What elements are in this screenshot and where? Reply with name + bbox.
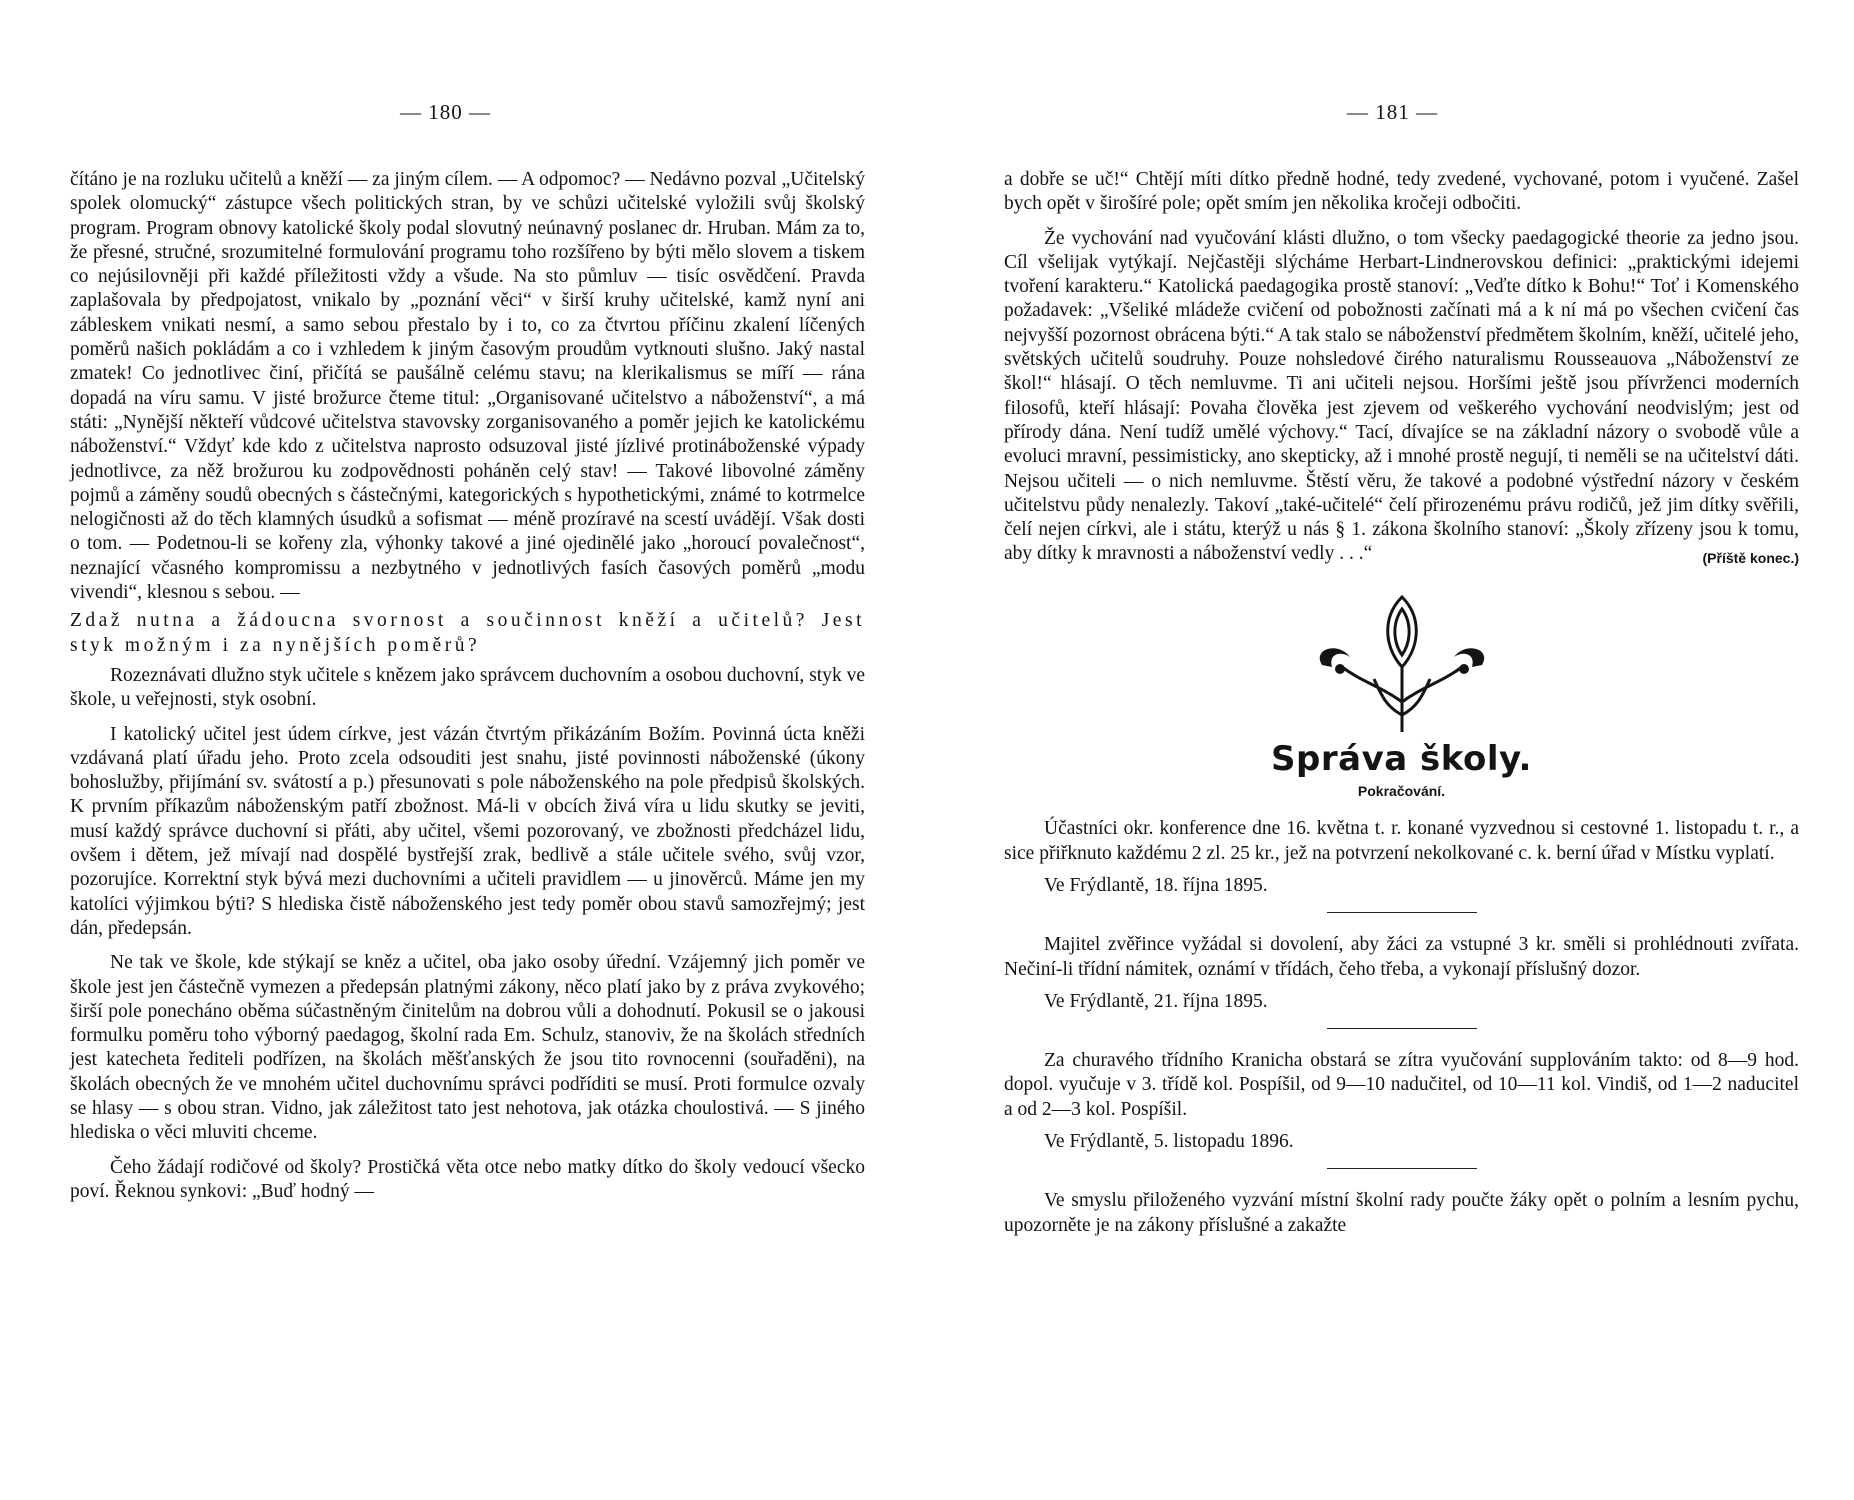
divider	[1327, 1028, 1477, 1029]
left-paragraph-5: Čeho žádají rodičové od školy? Prostičká věta otce nebo matky dítko do školy vedoucí všecko poví. Řeknou synkovi: „Buď hodný —	[70, 1156, 865, 1202]
notice-2: Majitel zvěřince vyžádal si dovolení, aby žáci za vstupné 3 kr. směli si prohlédnouti zvířata. Nečiní-li třídní námitek, oznámí v třídách, čeho třeba, a vykonají příslušný dozor.	[1004, 934, 1799, 980]
divider	[1327, 912, 1477, 913]
page-number-right: — 181 —	[1347, 100, 1438, 124]
left-paragraph-1: čítáno je na rozluku učitelů a kněží — za jiným cílem. — A odpomoc? — Nedávno pozval „Učitelský spolek olomucký“ zástupce všech politických stran, by ve schůzi učitelské vyložili svůj školský program. Program obnovy katolické školy podal slovutný neúnavný poslanec dr. Hruban. Mám za to, že přesné, stručné, srozumitelné formulování programu toho rozšířeno by býti mělo slovem a tiskem co nejúsilovněji při každé příležitosti vždy a všude. Na sto půmluv — tisíc osvědčení. Pravda zaplašovala by předpojatost, vnikalo by „poznání věci“ v širší kruhy učitelské, kamž nyní ani zábleskem vnikati nesmí, a samo sebou přestalo by i to, co za čtvrtou příčinu zkalení líčených poměrů našich pokládám a co i vzhledem k jiným časovým proudům vytknouti slušno. Jaký nastal zmatek! Co jednotlivec činí, přičítá se paušálně celému stavu; na klerikalismus se míří — rána dopadá na víru samu. V jisté brožurce čteme titul: „Organisované učitelstvo a náboženství“, a má státi: „Nynější někteří vůdcové učitelstva stavovsky zorganisovaného a poměr jejich ke katolickému náboženství.“ Vždyť kde kdo z učitelstva naprosto odsuzoval jisté jízlivé protináboženské výpady jednotlivce, za něž brožurou ku zodpovědnosti poháněn celý stav! — Takové libovolné záměny pojmů a záměny soudů obecných s částečnými, kategorických s hypothetickými, známé to kotrmelce nelogičnosti až do těch klamných úsudků a sofismat — méně prozíravé na scestí uvádějí. Však dosti o tom. — Podetnou-li se kořeny zla, výhonky takové a jiné ojedinělé jako „horoucí povalečnost“, neznající včasného kompromissu a nezbytného v jednotlivých fasích časových poměrů „modu vivendi“, klesnou s sebou. —	[70, 169, 865, 604]
section-subtitle: Pokračování.	[1357, 783, 1446, 800]
right-column	[1004, 168, 1799, 1238]
divider	[1327, 1168, 1477, 1169]
left-paragraph-2: Rozeznávati dlužno styk učitele s knězem jako správcem duchovním a osobou duchovní, styk ve škole, u veřejnosti, styk osobní.	[70, 664, 865, 711]
left-column	[70, 168, 865, 1204]
section-title: Správa školy.	[1271, 738, 1532, 779]
notice-1-date: Ve Frýdlantě, 18. října 1895.	[1044, 874, 1268, 896]
left-paragraph-4: Ne tak ve škole, kde stýkají se kněz a učitel, oba jako osoby úřední. Vzájemný jich poměr ve škole jest jen částečně vymezen a předepsán platnými zákony, něco platí jako by z práva zvykového; širší pole ponecháno oběma súčastněným činitelům na dobrou vůli a dohodnutí. Pokusil se o jakousi formulku poměru toho výborný paedagog, školní rada Em. Schulz, stanoviv, že na školách středních jest katecheta řediteli podřízen, na školách měšťanských že jsou tito rovnocenni (souřaděni), na školách obecných že ve mnohém učitel duchovnímu správci podříditi se musí. Proti formulce ozvaly se hlasy — s obou stran. Vidno, jak záležitost tato jest nehotova, jak otázka choulostivá. — S jiného hlediska o věci mluviti chceme.	[70, 952, 865, 1144]
notice-1: Účastníci okr. konference dne 16. května t. r. konané vyzvednou si cestovné 1. listopadu t. r., a sice přiřknuto každému 2 zl. 25 kr., jež na potvrzení nekolkované c. k. berní úřad v Místku vyplatí.	[1004, 818, 1799, 864]
left-paragraph-3: I katolický učitel jest údem církve, jest vázán čtvrtým přikázáním Božím. Povinná úcta kněži vzdávaná platí úřadu jeho. Proto zcela odsouditi jest snahu, jisté povinnosti náboženské (úkony bohoslužby, přijímání sv. svátostí a p.) přesunovati s pole náboženského na pole předpisů školských. K prvním příkazům náboženským patří zbožnost. Má-li v obcích živá víra u lidu skutky se jeviti, musí každý správce duchovní si přáti, aby učitel, všemi pozorovaný, ve zbožnosti předcházel lidu, ovšem i dětem, jež mívají nad dospělé bystřejší zrak, bedlivě a stále učitele svého, svůj vzor, pozorujíce. Korrektní styk bývá mezi duchovními a učiteli pravidlem — u jinověrců. Máme jen my katolíci výjimkou býti? S hlediska čistě náboženského jest tedy poměr obou stavů samozřejmý; jest dán, předepsán.	[70, 723, 865, 939]
notice-3-date: Ve Frýdlantě, 5. listopadu 1896.	[1044, 1131, 1294, 1153]
continuation-note: (Příště konec.)	[1702, 550, 1799, 567]
notice-4: Ve smyslu přiloženého vyzvání místní školní rady poučte žáky opět o polním a lesním pychu, upozorněte je na zákony příslušné a zakažte	[1004, 1190, 1799, 1236]
section-question-heading: Zdaž nutna a žádoucna svornost a součinnost kněží a učitelů? Jest styk možným i za nynějších poměrů?	[70, 610, 865, 656]
right-page	[927, 0, 1854, 1500]
floral-ornament-icon	[1302, 587, 1502, 737]
page-number-left: — 180 —	[400, 100, 491, 124]
right-paragraph-1: a dobře se uč!“ Chtějí míti dítko předně hodné, tedy zvedené, vychované, potom i vyučené. Zašel bych opět v širošíré pole; opět smím jen několika kročeji odbočiti.	[1004, 169, 1799, 215]
right-paragraph-2	[1004, 227, 1799, 567]
notice-2-date: Ve Frýdlantě, 21. října 1895.	[1044, 990, 1268, 1012]
right-paragraph-2-text: Že vychování nad vyučování klásti dlužno, o tom všecky paedagogické theorie za jedno jsou. Cíl všelijak vytýkají. Nejčastěji slýcháme Herbart-Lindnerovskou definici: „praktickými idejemi tvoření karakteru.“ Katolická paedagogika prostě stanoví: „Veďte dítko k Bohu!“ Toť i Komenského požadavek: „Všeliké mládeže cvičení od pobožnosti začínati má a k ní má po všechen cvičení čas nejvyšší pozornost obrácena býti.“ A tak stalo se náboženství předmětem školním, kněží, učitelé jeho, světských učitelů soudruhy. Pouze nohsledové čirého naturalismu Rousseauova „Náboženství ze škol!“ hlásají. O těch nemluvme. Ti ani učiteli nejsou. Horšími ještě jsou přívrženci moderních filosofů, kteří hlásají: Povaha člověka jest zjevem od veškerého vychování neodvislým; jest od přírody dána. Není tudíž umělé výchovy.“ Tací, dívajíce se na základní názory o svobodě vůle a evoluci mravní, pessimisticky, ano skepticky, až i mnohé prostě negují, ti neměli se na učitelství dáti. Nejsou učiteli — o nich nemluvme. Štěstí věru, že takové a podobné výstřední názory v českém učitelstvu půdy nenalezly. Takoví „také-učitelé“ čelí přirozenému právu rodičů, jež jim dítky svěřili, čelí nejen církvi, ale i státu, kterýž u nás § 1. zákona školního stanoví: „Školy zřízeny jsou k tomu, aby dítky k mravnosti a náboženství vedly . . .“	[1004, 227, 1799, 565]
notice-3: Za churavého třídního Kranicha obstará se zítra vyučování supplováním takto: od 8—9 hod. dopol. vyučuje v 3. třídě kol. Pospíšil, od 9—10 nadučitel, od 10—11 kol. Vindiš, od 1—2 naducitel a od 2—3 kol. Pospíšil.	[1004, 1050, 1799, 1120]
